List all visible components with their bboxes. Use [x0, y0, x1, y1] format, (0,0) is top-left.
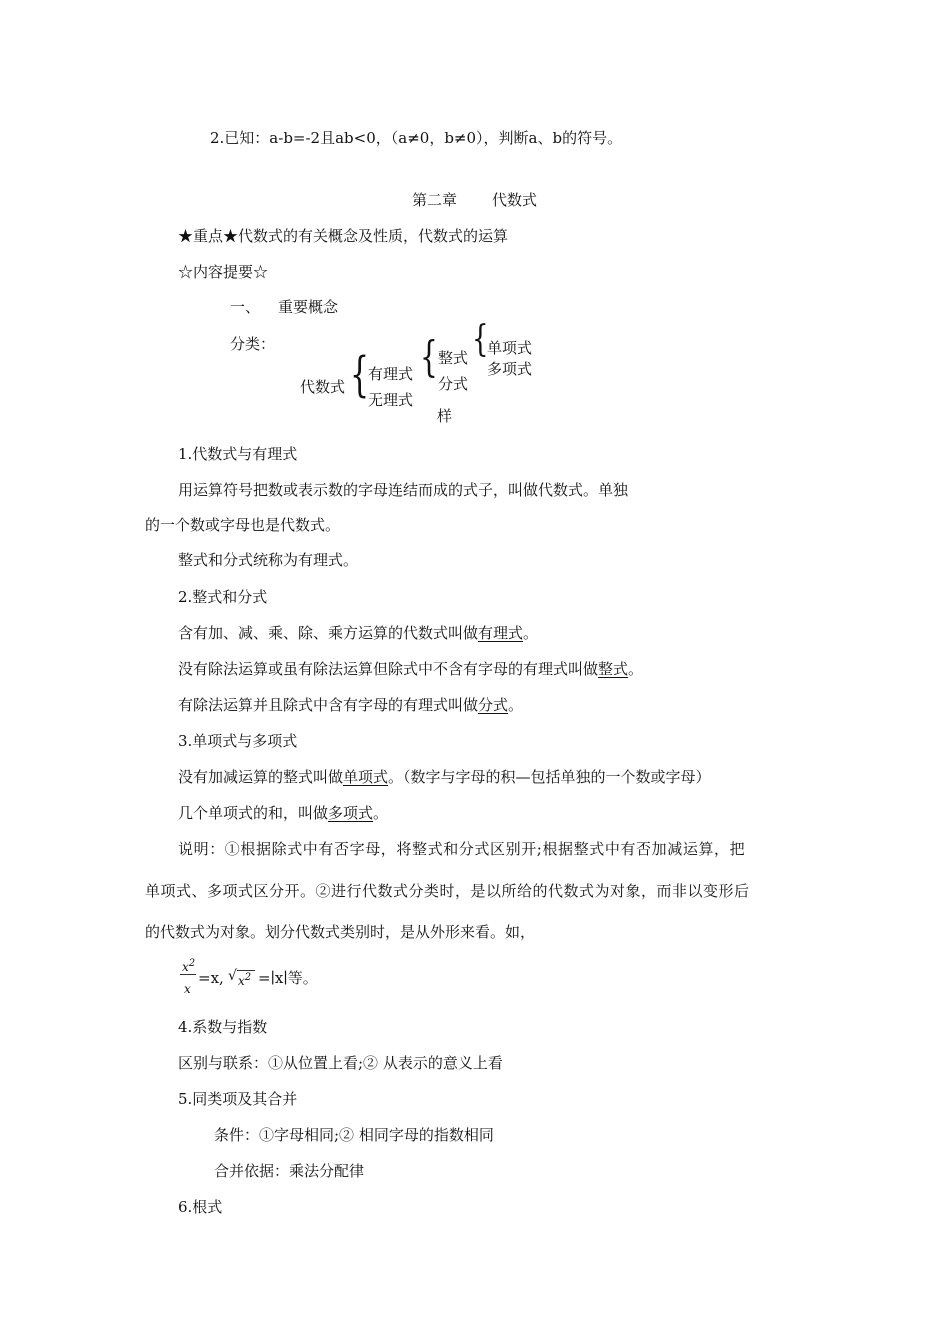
note: 说明：①根据除式中有否字母，将整式和分式区别开;根据整式中有否加减运算，把 [178, 840, 746, 858]
formula-equals: =x, [198, 969, 224, 987]
section-title: 重要概念 [278, 298, 339, 316]
paragraph: 几个单项式的和，叫做多项式。 [178, 804, 389, 822]
tree-fractional: 分式 [438, 375, 469, 393]
tree-monomial: 单项式 [487, 339, 533, 357]
tree-polynomial: 多项式 [487, 360, 533, 378]
formula-abs: =∣x∣等。 [258, 969, 318, 987]
tree-irrational: 无理式 [368, 391, 414, 409]
fraction-bar [180, 974, 196, 975]
summary-heading: ☆内容提要☆ [178, 263, 269, 281]
paragraph: 的一个数或字母也是代数式。 [145, 516, 341, 534]
tree-rational: 有理式 [368, 365, 414, 383]
paragraph: 含有加、减、乘、除、乘方运算的代数式叫做有理式。 [178, 624, 539, 642]
paragraph: 合并依据：乘法分配律 [214, 1162, 365, 1180]
heading-4: 4.系数与指数 [178, 1018, 268, 1036]
fraction-numerator: $x^2$ [182, 958, 196, 974]
term-monomial: 单项式 [343, 768, 389, 786]
heading-5: 5.同类项及其合并 [178, 1090, 298, 1108]
left-brace-icon: { [472, 319, 489, 361]
chapter-number: 第二章 [412, 191, 458, 209]
note: 单项式、多项式区分开。②进行代数式分类时，是以所给的代数式为对象，而非以变形后 [145, 882, 750, 900]
tree-root: 代数式 [300, 378, 346, 396]
paragraph: 区别与联系：①从位置上看;② 从表示的意义上看 [178, 1054, 503, 1072]
exercise-item: 2.已知：a-b=-2且ab<0，（a≠0，b≠0），判断a、b的符号。 [210, 129, 623, 147]
formula [178, 956, 378, 1006]
heading-3: 3.单项式与多项式 [178, 732, 298, 750]
paragraph: 条件：①字母相同;② 相同字母的指数相同 [214, 1126, 494, 1144]
paragraph: 没有除法运算或虽有除法运算但除式中不含有字母的有理式叫做整式。 [178, 660, 644, 678]
sqrt-radicand: $x^2$ [238, 972, 252, 988]
term-fractional: 分式 [478, 696, 509, 714]
left-brace-icon: { [350, 347, 370, 404]
heading-1: 1.代数式与有理式 [178, 445, 298, 463]
paragraph: 没有加减运算的整式叫做单项式。（数字与字母的积—包括单独的一个数或字母） [178, 768, 711, 786]
note: 的代数式为对象。划分代数式类别时，是从外形来看。如， [145, 923, 536, 941]
paragraph: 有除法运算并且除式中含有字母的有理式叫做分式。 [178, 696, 524, 714]
term-integral: 整式 [598, 660, 629, 678]
heading-2: 2.整式和分式 [178, 588, 268, 606]
heading-6: 6.根式 [178, 1198, 223, 1216]
sqrt-icon: √ [228, 968, 237, 984]
paragraph: 用运算符号把数或表示数的字母连结而成的式子，叫做代数式。单独 [178, 481, 629, 499]
left-brace-icon: { [420, 331, 438, 382]
tree-integral: 整式 [438, 349, 469, 367]
classification-label: 分类： [230, 335, 276, 353]
key-points: ★重点★代数式的有关概念及性质，代数式的运算 [178, 227, 509, 245]
term-polynomial: 多项式 [328, 804, 374, 822]
sqrt-bar [237, 970, 255, 971]
fraction-denominator: x [184, 982, 191, 996]
paragraph: 整式和分式统称为有理式。 [178, 551, 359, 569]
tree-stray-char: 样 [437, 407, 453, 425]
chapter-title: 代数式 [492, 191, 538, 209]
term-rational: 有理式 [478, 624, 524, 642]
section-number: 一、 [230, 298, 261, 316]
